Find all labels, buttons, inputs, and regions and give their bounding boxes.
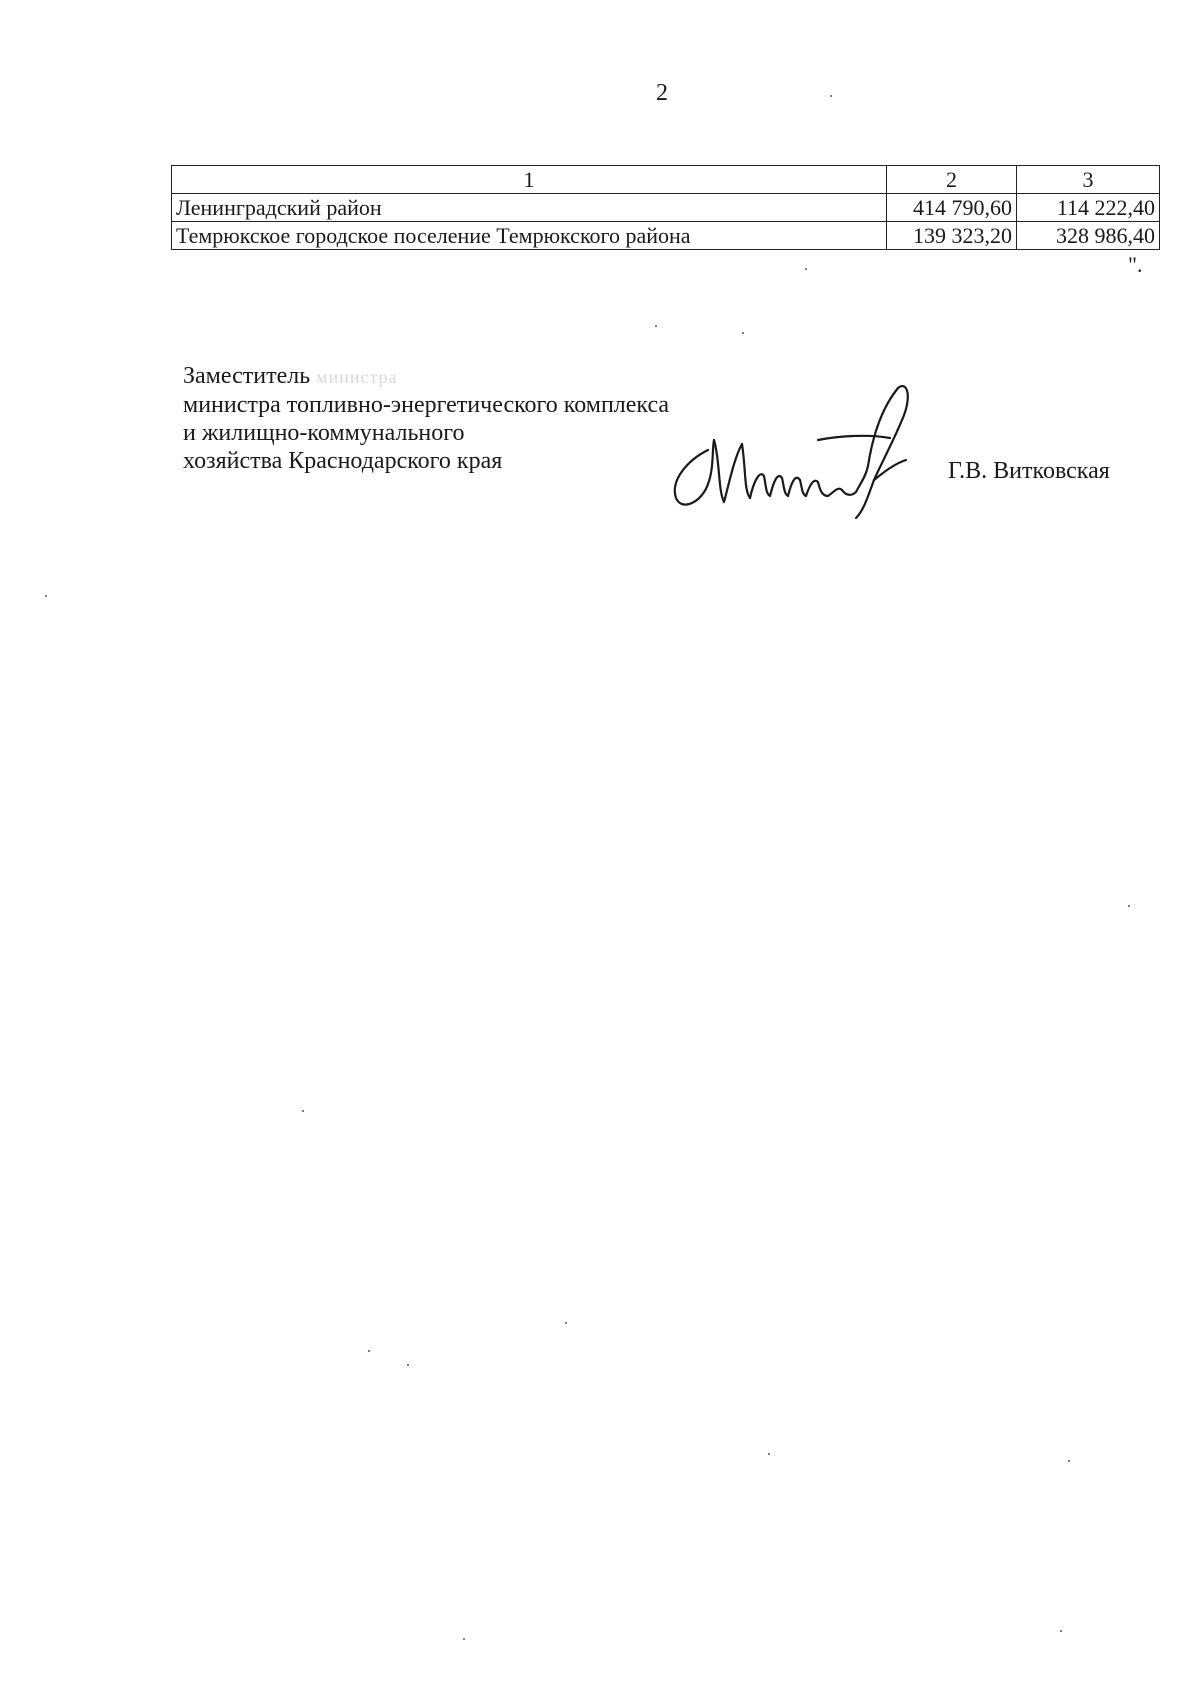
scan-speck [1068,1460,1070,1462]
table-cell-name: Темрюкское городское поселение Темрюкского района [172,222,887,250]
signatory-title [183,362,669,475]
scan-speck [407,1364,409,1366]
scan-speck [463,1638,465,1640]
scan-speck [302,1110,304,1112]
table-cell-name: Ленинградский район [172,194,887,222]
signatory-title-line-1 [183,362,669,391]
table-header-cell: 3 [1017,166,1160,194]
signatory-title-line-2: министра топливно-энергетического комплекса [183,392,670,418]
table-header-row [172,166,1160,194]
closing-quote: ". [1128,252,1143,277]
scan-speck [805,268,807,270]
scan-speck [368,1350,370,1352]
page-number: 2 [656,80,668,106]
signatory-position: Заместитель [183,363,311,389]
scan-speck [742,332,744,334]
table-row [172,194,1160,222]
signer-name: Г.В. Витковская [948,458,1110,484]
scan-speck [830,95,832,97]
data-table [171,165,1160,250]
table-cell-value: 139 323,20 [887,222,1017,250]
table-cell-value: 328 986,40 [1017,222,1160,250]
scan-speck [45,595,47,597]
signatory-title-line-4: хозяйства Краснодарского края [183,448,503,474]
scan-speck [1060,1630,1062,1632]
table-header-cell: 2 [887,166,1017,194]
table-cell-value: 114 222,40 [1017,194,1160,222]
table-row [172,222,1160,250]
handwritten-signature [668,380,938,525]
scan-speck [1128,905,1130,907]
table-header-cell: 1 [172,166,887,194]
table-cell-value: 414 790,60 [887,194,1017,222]
struck-out-word: министра [316,367,398,387]
scan-speck [655,325,657,327]
signatory-title-line-3: и жилищно-коммунального [183,420,465,446]
scan-speck [565,1322,567,1324]
scan-speck [768,1453,770,1455]
